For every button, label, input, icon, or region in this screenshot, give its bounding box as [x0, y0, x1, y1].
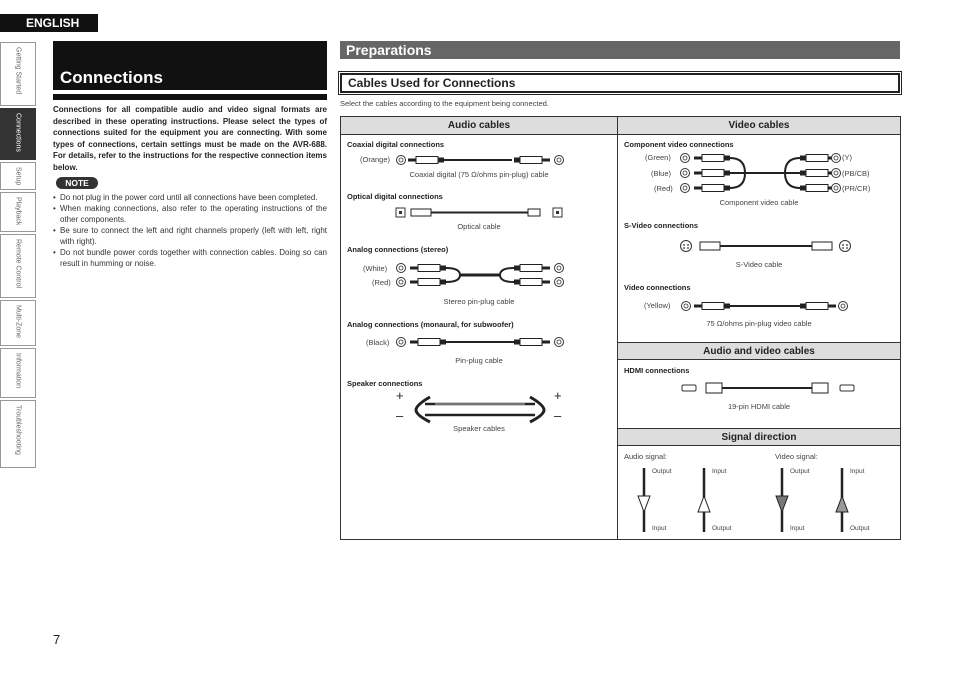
component-green-label: (Green): [645, 153, 671, 162]
mono-caption: Pin-plug cable: [455, 356, 503, 365]
note-item: • Be sure to connect the left and right channels properly (left with left, right with right).: [53, 225, 327, 247]
language-label: ENGLISH: [0, 14, 98, 32]
component-red-label: (Red): [654, 184, 673, 193]
note-badge: NOTE: [56, 177, 98, 189]
hdmi-title: HDMI connections: [624, 366, 690, 375]
av-cables-header: Audio and video cables: [618, 342, 900, 360]
subsection-description: Select the cables according to the equipment being connected.: [340, 99, 549, 108]
tab-multi-zone[interactable]: Multi-Zone: [0, 300, 36, 346]
video-cables-header: Video cables: [618, 117, 900, 135]
audio-signal-label: Audio signal:: [624, 452, 667, 461]
audio-input-bottom: Input: [652, 525, 667, 532]
component-blue-label: (Blue): [651, 169, 672, 178]
optical-caption: Optical cable: [457, 222, 501, 231]
speaker-caption: Speaker cables: [453, 424, 505, 433]
component-title: Component video connections: [624, 140, 734, 149]
tab-getting-started[interactable]: Getting Started: [0, 42, 36, 106]
component-caption: Component video cable: [719, 198, 799, 207]
component-pr-label: (PR/CR): [842, 184, 871, 193]
page-number: 7: [53, 632, 61, 647]
audio-input-top: Input: [712, 468, 727, 475]
stereo-white-label: (White): [363, 264, 388, 273]
section-header: Preparations: [340, 41, 900, 59]
video-caption: 75 Ω/ohms pin-plug video cable: [706, 319, 812, 328]
component-pb-label: (PB/CB): [842, 169, 870, 178]
subsection-header: Cables Used for Connections: [340, 73, 900, 93]
speaker-title: Speaker connections: [347, 379, 423, 388]
video-output-top: Output: [790, 468, 810, 475]
stereo-caption: Stereo pin-plug cable: [443, 297, 515, 306]
tab-setup[interactable]: Setup: [0, 162, 36, 190]
stereo-red-label: (Red): [372, 278, 391, 287]
speaker-minus-right: –: [554, 408, 562, 423]
tab-information[interactable]: Information: [0, 348, 36, 398]
video-title: Video connections: [624, 283, 691, 292]
svideo-caption: S-Video cable: [735, 260, 783, 269]
video-yellow-label: (Yellow): [644, 301, 671, 310]
stereo-title: Analog connections (stereo): [347, 245, 449, 254]
tab-connections[interactable]: Connections: [0, 108, 36, 160]
page-title: Connections: [60, 68, 163, 87]
speaker-plus-right: +: [554, 388, 562, 403]
audio-output-top: Output: [652, 468, 672, 475]
audio-cables-header: Audio cables: [341, 117, 617, 135]
note-item: • Do not bundle power cords together with connection cables. Doing so can result in humming or noise.: [53, 247, 327, 269]
coax-title: Coaxial digital connections: [347, 140, 445, 149]
mono-title: Analog connections (monaural, for subwoofer): [347, 320, 514, 329]
tab-playback[interactable]: Playback: [0, 192, 36, 232]
component-y-label: (Y): [842, 153, 852, 162]
video-signal-label: Video signal:: [775, 452, 818, 461]
note-item: • Do not plug in the power cord until all connections have been completed.: [53, 192, 327, 203]
video-input-top: Input: [850, 468, 865, 475]
optical-title: Optical digital connections: [347, 192, 443, 201]
svideo-title: S-Video connections: [624, 221, 699, 230]
tab-troubleshooting[interactable]: Troubleshooting: [0, 400, 36, 468]
signal-direction-header: Signal direction: [618, 428, 900, 446]
coax-color: (Orange): [360, 155, 391, 164]
coax-caption: Coaxial digital (75 Ω/ohms pin-plug) cable: [409, 170, 549, 179]
video-output-bottom: Output: [850, 525, 870, 532]
intro-text: Connections for all compatible audio and video signal formats are described in these operating instructions. Please select the types of connections suited for the equipment you are connecting. With some types of connections, certain settings must be made on the AVR-688. For details, refer to the instructions for the respective connection items below.: [53, 105, 327, 172]
video-input-bottom: Input: [790, 525, 805, 532]
note-item: • When making connections, also refer to the operating instructions of the other components.: [53, 203, 327, 225]
hdmi-caption: 19-pin HDMI cable: [727, 402, 791, 411]
speaker-plus-left: +: [396, 388, 404, 403]
mono-color: (Black): [366, 338, 390, 347]
audio-output-bottom: Output: [712, 525, 732, 532]
tab-remote-control[interactable]: Remote Control: [0, 234, 36, 298]
speaker-minus-left: –: [396, 408, 404, 423]
